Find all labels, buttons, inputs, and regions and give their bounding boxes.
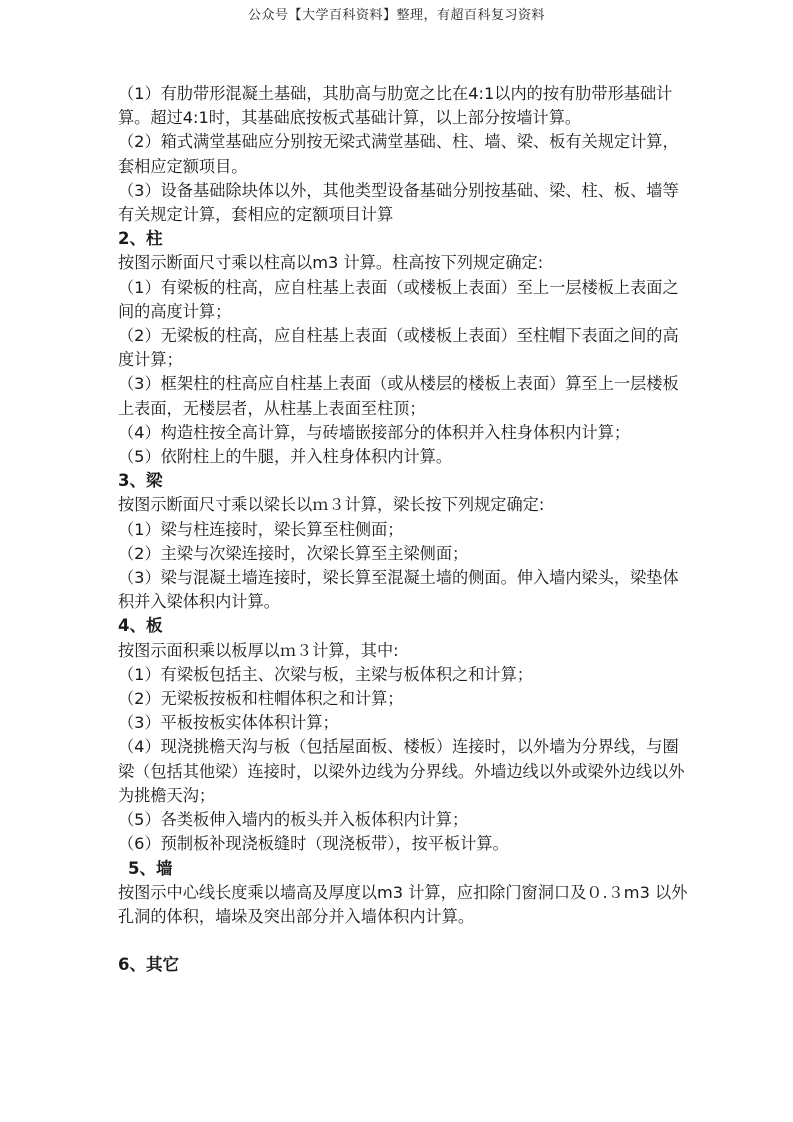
slab-item-5: （5）各类板伸入墙内的板头并入板体积内计算； xyxy=(118,810,469,830)
slab-item-4: （4）现浇挑檐天沟与板（包括屋面板、楼板）连接时，以外墙为分界线，与圈梁（包括其他梁）连接时，以梁外边线为分界线。外墙边线以外或梁外边线以外为挑檐天沟； xyxy=(118,737,685,805)
beam-item-1: （1）梁与柱连接时，梁长算至柱侧面； xyxy=(118,519,404,539)
column-item-2: （2）无梁板的柱高，应自柱基上表面（或楼板上表面）至柱帽下表面之间的高度计算； xyxy=(118,326,679,370)
slab-item-1: （1）有梁板包括主、次梁与板，主梁与板体积之和计算； xyxy=(118,664,533,684)
beam-item-3: （3）梁与混凝土墙连接时，梁长算至混凝土墙的侧面。伸入墙内梁头，梁垫体积并入梁体积内计算。 xyxy=(118,568,679,612)
slab-item-2: （2）无梁板按板和柱帽体积之和计算； xyxy=(118,689,404,709)
column-intro: 按图示断面尺寸乘以柱高以m3 计算。柱高按下列规定确定: xyxy=(118,253,544,273)
foundation-item-2: （2）箱式满堂基础应分别按无梁式满堂基础、柱、墙、梁、板有关规定计算，套相应定额项目。 xyxy=(118,132,679,176)
wall-intro: 按图示中心线长度乘以墙高及厚度以m3 计算，应扣除门窗洞口及０.３m3 以外孔洞的体积，墙垛及突出部分并入墙体积内计算。 xyxy=(118,882,688,926)
column-item-4: （4）构造柱按全高计算，与砖墙嵌接部分的体积并入柱身体积内计算； xyxy=(118,422,631,442)
other-heading: 6、其它 xyxy=(118,955,179,975)
beam-intro: 按图示断面尺寸乘以梁长以ｍ３计算，梁长按下列规定确定: xyxy=(118,495,545,515)
beam-item-2: （2）主梁与次梁连接时，次梁长算至主梁侧面； xyxy=(118,543,469,563)
column-item-5: （5）依附柱上的牛腿，并入柱身体积内计算。 xyxy=(118,447,453,467)
wall-heading: 5、墙 xyxy=(128,858,173,878)
slab-intro: 按图示面积乘以板厚以ｍ３计算，其中: xyxy=(118,640,399,660)
column-heading: 2、柱 xyxy=(118,229,163,249)
column-item-1: （1）有梁板的柱高，应自柱基上表面（或楼板上表面）至上一层楼板上表面之间的高度计算； xyxy=(118,277,679,321)
column-item-3: （3）框架柱的柱高应自柱基上表面（或从楼层的楼板上表面）算至上一层楼板上表面，无楼层者，从柱基上表面至柱顶； xyxy=(118,374,679,418)
beam-heading: 3、梁 xyxy=(118,471,163,491)
slab-item-3: （3）平板按板实体体积计算； xyxy=(118,713,339,733)
slab-item-6: （6）预制板补现浇板缝时（现浇板带），按平板计算。 xyxy=(118,834,509,854)
page-header: 公众号【大学百科资料】整理，有超百科复习资料 xyxy=(247,8,545,23)
section-spacer xyxy=(118,929,688,953)
slab-heading: 4、板 xyxy=(118,616,163,636)
foundation-item-3: （3）设备基础除块体以外，其他类型设备基础分别按基础、梁、柱、板、墙等有关规定计算，套相应的定额项目计算 xyxy=(118,180,679,225)
foundation-item-1: （1）有肋带形混凝土基础，其肋高与肋宽之比在4:1以内的按有肋带形基础计算。超过4:1时，其基础底按板式基础计算，以上部分按墙计算。 xyxy=(118,84,673,128)
document-body xyxy=(118,82,688,977)
